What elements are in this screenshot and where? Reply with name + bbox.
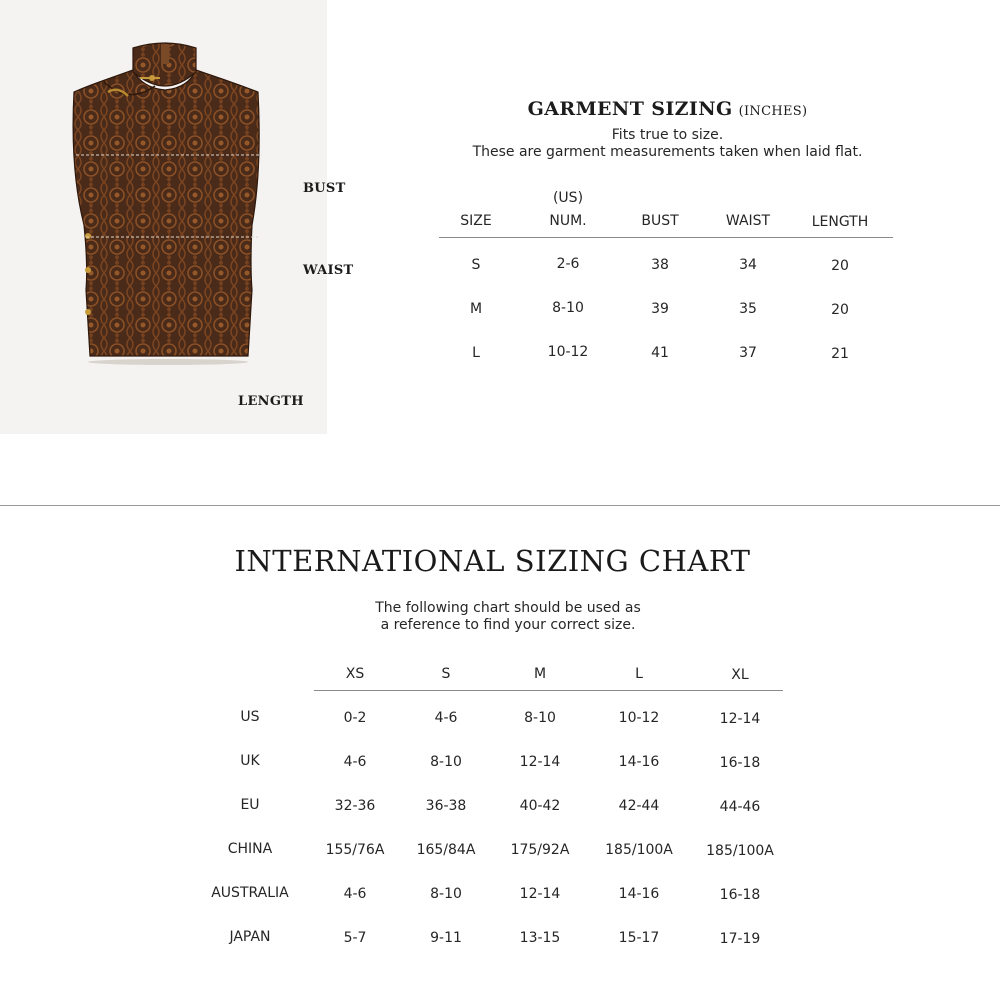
intl-cell: 10-12 [618,710,660,726]
garment-sizing-heading: GARMENT SIZING [527,98,733,120]
length-label: LENGTH [238,394,304,409]
garment-cell: 37 [739,345,757,361]
header-waist: WAIST [725,213,771,229]
intl-cell: 15-17 [618,930,660,946]
intl-cell: 14-16 [618,754,660,770]
header-bust: BUST [641,213,679,229]
vest-illustration [0,0,327,434]
intl-cell: 14-16 [618,886,660,902]
intl-cell: 0-2 [343,710,367,726]
intl-size-header: M [533,666,547,682]
intl-cell: 4-6 [343,886,367,902]
garment-cell: 34 [739,257,757,273]
waist-label: WAIST [303,263,354,278]
garment-cell: 41 [651,345,669,361]
intl-note-line2: a reference to find your correct size. [380,617,636,633]
international-sizing-title: INTERNATIONAL SIZING CHART [234,544,751,578]
garment-cell: L [472,345,480,361]
intl-cell: 40-42 [519,798,561,814]
intl-cell: 16-18 [719,887,761,903]
garment-cell: 39 [651,301,669,317]
intl-cell: 185/100A [605,842,673,858]
intl-region-label: EU [240,797,260,813]
intl-cell: 12-14 [519,886,561,902]
header-length: LENGTH [811,214,869,230]
intl-region-label: JAPAN [229,929,271,945]
header-us: (US) [552,190,584,206]
intl-region-label: UK [240,753,260,769]
garment-sizing-title [440,98,895,120]
intl-note-line1: The following chart should be used as [375,600,641,616]
intl-cell: 12-14 [519,754,561,770]
garment-header-rule [439,237,893,238]
garment-cell: 8-10 [552,300,584,316]
intl-size-header: XS [345,666,365,682]
garment-cell: M [469,301,483,317]
intl-cell: 17-19 [719,931,761,947]
garment-cell: 10-12 [547,344,589,360]
intl-cell: 5-7 [343,930,367,946]
intl-cell: 4-6 [434,710,458,726]
intl-cell: 42-44 [618,798,660,814]
intl-region-label: AUSTRALIA [211,885,289,901]
garment-cell: 21 [831,346,849,362]
garment-cell: 35 [739,301,757,317]
intl-header-rule [314,690,783,691]
garment-cell: 2-6 [556,256,580,272]
garment-cell: 20 [831,258,849,274]
header-num: NUM. [549,213,587,229]
garment-cell: 20 [831,302,849,318]
intl-cell: 8-10 [430,886,462,902]
intl-cell: 155/76A [325,842,385,858]
intl-cell: 4-6 [343,754,367,770]
section-divider [0,505,1000,506]
intl-region-label: CHINA [227,841,273,857]
intl-region-label: US [240,709,260,725]
intl-cell: 175/92A [510,842,570,858]
bust-label: BUST [303,181,346,196]
header-size: SIZE [460,213,492,229]
garment-cell: 38 [651,257,669,273]
intl-cell: 44-46 [719,799,761,815]
intl-cell: 12-14 [719,711,761,727]
intl-cell: 8-10 [524,710,556,726]
intl-cell: 36-38 [425,798,467,814]
garment-sizing-unit: (INCHES) [738,104,808,119]
garment-image-panel [0,0,327,434]
garment-cell: S [471,257,481,273]
intl-cell: 185/100A [706,843,774,859]
intl-cell: 32-36 [334,798,376,814]
intl-cell: 13-15 [519,930,561,946]
intl-size-header: XL [731,667,749,683]
garment-note-line1: Fits true to size. [611,127,724,143]
garment-note-line2: These are garment measurements taken when laid flat. [472,144,863,160]
intl-size-header: L [635,666,643,682]
intl-cell: 165/84A [416,842,476,858]
intl-cell: 9-11 [430,930,462,946]
intl-size-header: S [441,666,451,682]
intl-cell: 8-10 [430,754,462,770]
intl-cell: 16-18 [719,755,761,771]
